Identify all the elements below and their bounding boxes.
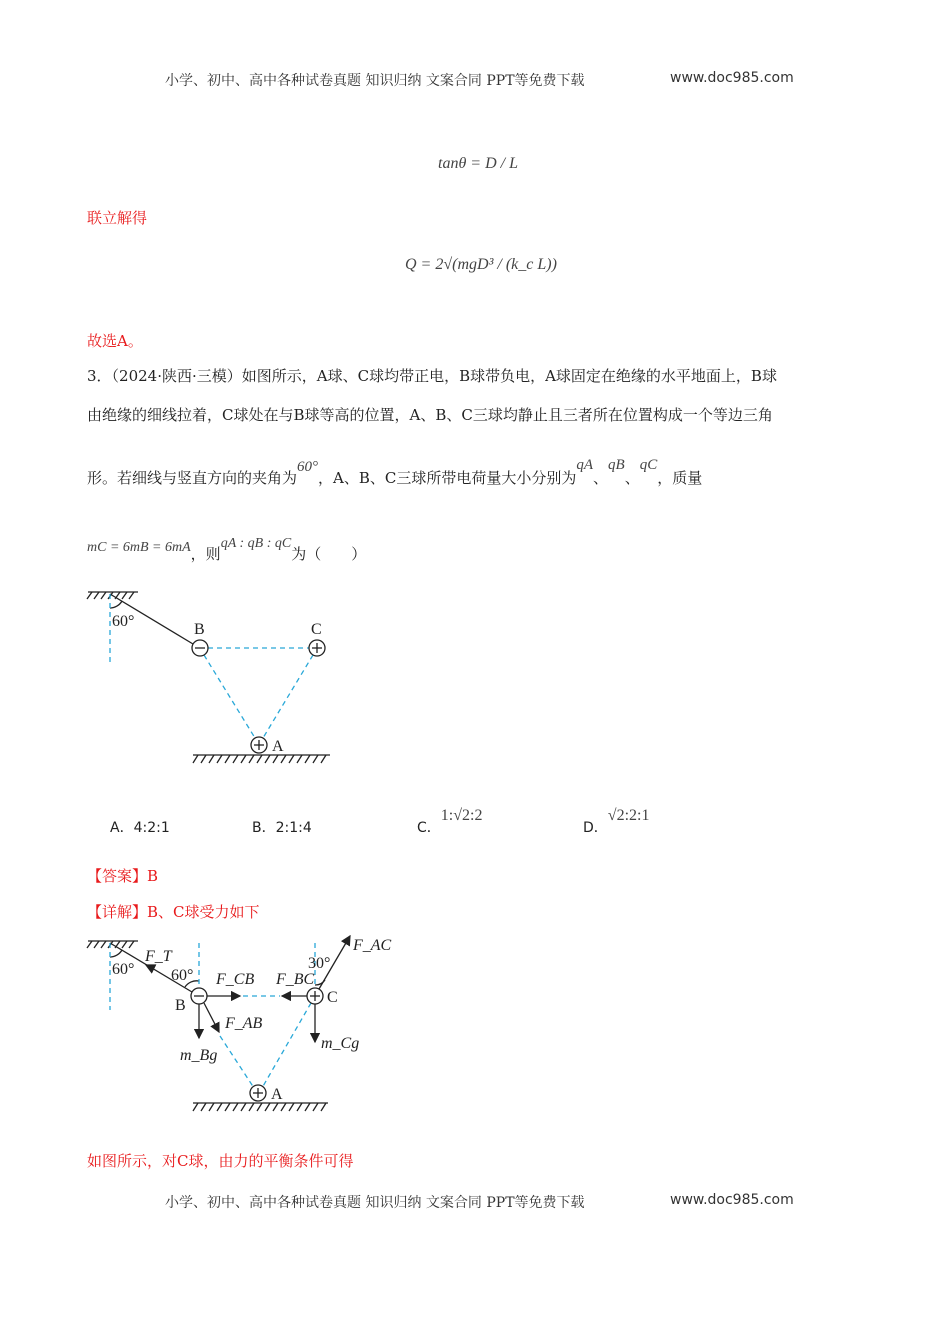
question-line-3: 形。若细线与竖直方向的夹角为60°，A、B、C三球所带电荷量大小分别为qA、qB、qC，质量 bbox=[87, 457, 703, 487]
angle-30: 30° bbox=[308, 955, 331, 972]
label-FBC: F_BC bbox=[276, 971, 315, 988]
header-text: 小学、初中、高中各种试卷真题 知识归纳 文案合同 PPT等免费下载 bbox=[165, 73, 585, 89]
footer-url[interactable]: www.doc985.com bbox=[670, 1192, 794, 1208]
label-B: B bbox=[194, 621, 205, 638]
force-diagram bbox=[0, 928, 400, 1118]
question-line-1: 3．（2024·陕西·三模）如图所示，A球、C球均带正电，B球带负电，A球固定在绝缘的水平地面上，B球 bbox=[87, 367, 777, 385]
solve-label: 联立解得 bbox=[87, 209, 148, 227]
conclusion: 如图所示，对C球，由力的平衡条件可得 bbox=[87, 1152, 354, 1170]
label-FAC: F_AC bbox=[353, 937, 392, 954]
question-line-2: 由绝缘的细线拉着，C球处在与B球等高的位置，A、B、C三球均静止且三者所在位置构成一个等边三角 bbox=[87, 406, 773, 424]
detail-heading: 【详解】B、C球受力如下 bbox=[87, 903, 260, 921]
option-a[interactable]: A．4:2:1 bbox=[110, 820, 170, 836]
label-C: C bbox=[311, 621, 322, 638]
label-A: A bbox=[271, 1086, 283, 1103]
label-mBg: m_Bg bbox=[180, 1047, 218, 1064]
formula-Q: Q = 2√(mgD³ / (k_c L)) bbox=[405, 256, 557, 273]
label-FT: F_T bbox=[145, 948, 172, 965]
option-b[interactable]: B．2:1:4 bbox=[252, 820, 312, 836]
angle-label: 60° bbox=[112, 613, 135, 630]
formula-tan: tanθ = D / L bbox=[438, 155, 518, 172]
header-url[interactable]: www.doc985.com bbox=[670, 70, 794, 86]
question-line-4: mC = 6mB = 6mA，则qA : qB : qC为（ ） bbox=[87, 536, 367, 563]
choose-answer: 故选A。 bbox=[87, 332, 143, 350]
option-c[interactable]: C．1:√2:2 bbox=[417, 807, 483, 836]
label-FCB: F_CB bbox=[216, 971, 255, 988]
label-B: B bbox=[175, 997, 186, 1014]
angle-60-b: 60° bbox=[171, 967, 194, 984]
answer: 【答案】B bbox=[87, 867, 159, 885]
footer-text: 小学、初中、高中各种试卷真题 知识归纳 文案合同 PPT等免费下载 bbox=[165, 1195, 585, 1211]
question-diagram bbox=[0, 580, 400, 770]
label-FAB: F_AB bbox=[225, 1015, 263, 1032]
option-d[interactable]: D．√2:2:1 bbox=[583, 807, 650, 836]
label-C: C bbox=[327, 989, 338, 1006]
label-mCg: m_Cg bbox=[321, 1035, 360, 1052]
angle-60-a: 60° bbox=[112, 961, 135, 978]
label-A: A bbox=[272, 738, 284, 755]
